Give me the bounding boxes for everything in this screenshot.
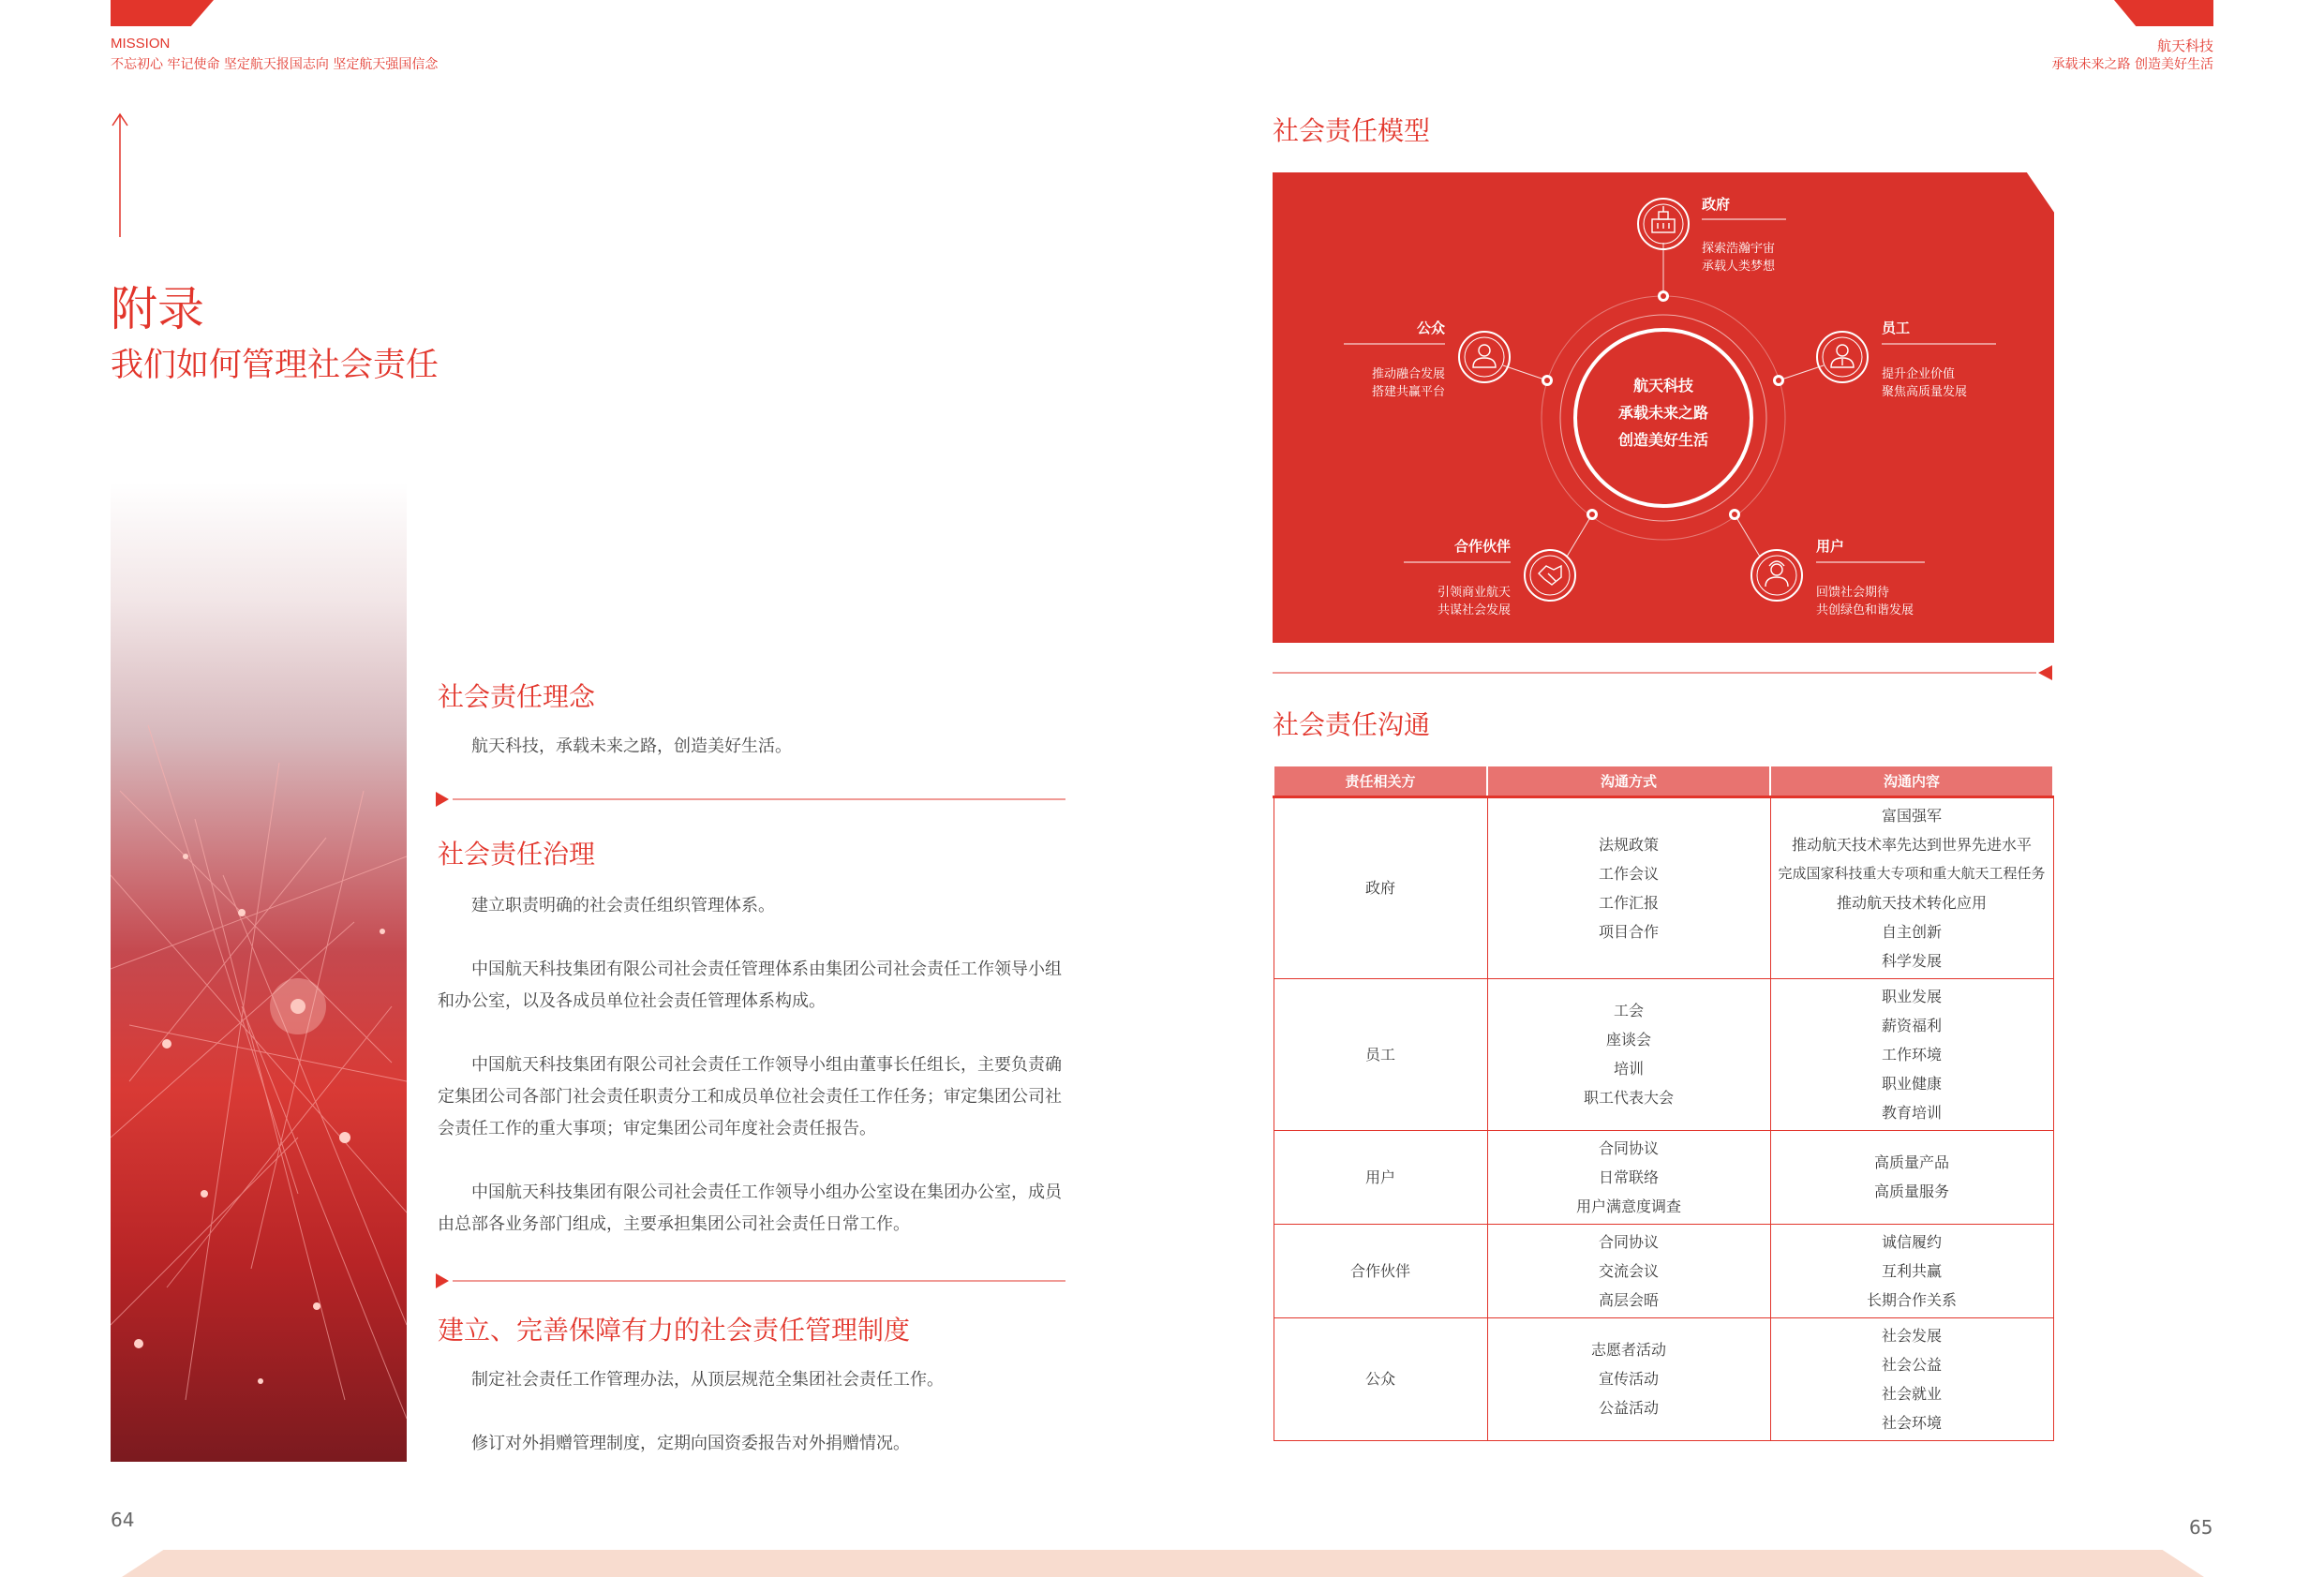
table-cell-line: 社会环境 <box>1881 1413 1942 1432</box>
table-cell-line: 培训 <box>1613 1060 1644 1078</box>
table-row <box>1274 796 2053 978</box>
model-node-partner <box>1404 538 1575 617</box>
table-cell-line: 薪资福利 <box>1881 1016 1942 1034</box>
model-separator <box>1273 663 2052 682</box>
table-cell-line: 交流会议 <box>1598 1261 1659 1280</box>
table-cell-line: 职业健康 <box>1881 1074 1942 1093</box>
header-mission-label: MISSION <box>111 36 171 52</box>
table-cell-line: 互利共赢 <box>1881 1261 1942 1280</box>
table-row <box>1274 1224 2053 1317</box>
header-brand-slogan: 承载未来之路 创造美好生活 <box>2051 57 2213 72</box>
header-tab-left <box>111 0 214 26</box>
page-number-right: 65 <box>2189 1516 2213 1539</box>
page-subtitle: 我们如何管理社会责任 <box>111 347 439 384</box>
section-heading-governance: 社会责任治理 <box>438 839 596 870</box>
model-node-text: 引领商业航天 <box>1437 586 1511 600</box>
table-cell-party: 合作伙伴 <box>1274 1224 1487 1317</box>
table-header-row <box>1274 766 2053 796</box>
model-node-text: 承载人类梦想 <box>1702 260 1776 274</box>
paragraph: 航天科技，承载未来之路，创造美好生活。 <box>471 736 792 756</box>
table-cell-line: 完成国家科技重大专项和重大航天工程任务 <box>1778 864 2046 882</box>
table-cell-contents <box>1770 1317 2053 1440</box>
communication-table <box>1273 766 2054 1441</box>
model-node-text: 聚焦高质量发展 <box>1882 385 1968 399</box>
user-icon <box>1765 561 1788 587</box>
table-row <box>1274 1130 2053 1224</box>
table-cell-line: 合同协议 <box>1598 1232 1659 1251</box>
table-cell-methods <box>1487 796 1770 978</box>
header-mission-slogan: 不忘初心 牢记使命 坚定航天报国志向 坚定航天强国信念 <box>111 57 439 72</box>
table-cell-line: 社会就业 <box>1881 1384 1942 1403</box>
table-cell-party: 用户 <box>1274 1130 1487 1224</box>
table-cell-line: 推动航天技术率先达到世界先进水平 <box>1791 835 2032 854</box>
up-arrow-icon <box>111 111 129 237</box>
model-node-government <box>1638 196 1786 274</box>
model-title: 社会责任模型 <box>1273 115 1431 146</box>
model-node-label: 员工 <box>1882 320 1911 336</box>
model-center-line: 航天科技 <box>1632 377 1694 394</box>
header-brand: 航天科技 <box>2156 37 2213 54</box>
model-node-user <box>1751 538 1925 617</box>
table-cell-contents <box>1770 1224 2053 1317</box>
table-cell-line: 富国强军 <box>1881 806 1942 825</box>
table-row <box>1274 1317 2053 1440</box>
header-tab-right <box>2114 0 2213 26</box>
table-cell-line: 推动航天技术转化应用 <box>1836 893 1987 912</box>
table-cell-party: 政府 <box>1274 796 1487 978</box>
section-body-system <box>438 1364 1065 1460</box>
responsibility-model <box>1273 172 2054 643</box>
table-cell-line: 职业发展 <box>1881 987 1942 1005</box>
model-node-text: 共谋社会发展 <box>1437 603 1511 617</box>
table-cell-contents <box>1770 978 2053 1130</box>
table-cell-line: 社会发展 <box>1881 1326 1942 1345</box>
table-cell-line: 高质量服务 <box>1873 1183 1949 1200</box>
section-body-philosophy <box>438 731 1065 763</box>
table-cell-line: 高质量产品 <box>1873 1153 1949 1171</box>
table-cell-line: 科学发展 <box>1881 951 1942 970</box>
section-body-governance <box>438 890 1065 1241</box>
table-cell-line: 工作汇报 <box>1598 893 1659 912</box>
table-cell-party: 员工 <box>1274 978 1487 1130</box>
paragraph: 修订对外捐赠管理制度，定期向国资委报告对外捐赠情况。 <box>471 1434 910 1453</box>
table-cell-line: 座谈会 <box>1605 1031 1651 1049</box>
table-cell-line: 日常联络 <box>1598 1168 1659 1186</box>
table-header-cell: 沟通方式 <box>1487 766 1770 796</box>
table-cell-methods <box>1487 1317 1770 1440</box>
handshake-icon <box>1539 566 1561 585</box>
model-node-label: 合作伙伴 <box>1453 538 1511 555</box>
model-center-line: 创造美好生活 <box>1617 431 1709 449</box>
model-node-text: 提升企业价值 <box>1882 367 1956 381</box>
table-cell-line: 社会公益 <box>1881 1355 1942 1374</box>
table-cell-line: 长期合作关系 <box>1866 1290 1957 1309</box>
table-cell-methods <box>1487 978 1770 1130</box>
paragraph: 制定社会责任工作管理办法，从顶层规范全集团社会责任工作。 <box>471 1370 944 1390</box>
table-cell-line: 合同协议 <box>1598 1138 1659 1157</box>
table-row <box>1274 978 2053 1130</box>
table-cell-party: 公众 <box>1274 1317 1487 1440</box>
model-node-text: 共创绿色和谐发展 <box>1816 603 1914 617</box>
table-cell-methods <box>1487 1224 1770 1317</box>
table-header-cell: 沟通内容 <box>1770 766 2053 796</box>
building-icon <box>1652 206 1675 232</box>
table-cell-line: 高层会晤 <box>1598 1290 1659 1309</box>
table-cell-line: 项目合作 <box>1598 922 1659 941</box>
table-cell-line: 诚信履约 <box>1881 1232 1942 1251</box>
paragraph: 中国航天科技集团有限公司社会责任工作领导小组由董事长任组长，主要负责确定集团公司各部门社会责任职责分工和成员单位社会责任工作任务；审定集团公司社会责任工作的重大事项；审定集团公司年度社会责任报告。 <box>438 1055 1062 1138</box>
table-header-cell: 责任相关方 <box>1274 766 1487 796</box>
paragraph: 建立职责明确的社会责任组织管理体系。 <box>471 896 775 915</box>
section-heading-system: 建立、完善保障有力的社会责任管理制度 <box>438 1315 911 1346</box>
model-node-label: 政府 <box>1702 196 1731 213</box>
model-node-text: 回馈社会期待 <box>1816 586 1890 600</box>
model-node-label: 公众 <box>1416 320 1445 336</box>
page-number-left: 64 <box>111 1509 135 1531</box>
network-photo <box>111 482 407 1462</box>
network-lines-graphic <box>111 482 407 1462</box>
paragraph: 中国航天科技集团有限公司社会责任管理体系由集团公司社会责任工作领导小组和办公室，以及各成员单位社会责任管理体系构成。 <box>438 960 1062 1011</box>
model-center-line: 承载未来之路 <box>1617 404 1709 422</box>
page-title: 附录 <box>111 282 204 336</box>
table-cell-line: 宣传活动 <box>1598 1370 1659 1388</box>
footer-band <box>122 1550 2204 1577</box>
model-node-label: 用户 <box>1816 538 1845 555</box>
model-node-text: 探索浩瀚宇宙 <box>1702 242 1776 256</box>
table-cell-line: 用户满意度调查 <box>1575 1197 1681 1215</box>
model-node-employee <box>1817 320 1996 399</box>
table-cell-line: 志愿者活动 <box>1590 1341 1666 1359</box>
employee-icon <box>1831 345 1854 367</box>
table-cell-contents <box>1770 1130 2053 1224</box>
communication-title: 社会责任沟通 <box>1273 709 1431 740</box>
table-cell-line: 工作环境 <box>1881 1045 1942 1064</box>
table-cell-line: 自主创新 <box>1881 922 1942 941</box>
table-cell-methods <box>1487 1130 1770 1224</box>
model-node-text: 推动融合发展 <box>1371 367 1445 381</box>
section-heading-philosophy: 社会责任理念 <box>438 681 596 712</box>
section-divider <box>436 1272 1065 1290</box>
model-node-text: 搭建共赢平台 <box>1371 385 1445 399</box>
table-cell-line: 公益活动 <box>1598 1399 1659 1417</box>
table-cell-line: 工作会议 <box>1598 864 1659 883</box>
model-node-public <box>1344 320 1510 399</box>
table-cell-contents <box>1770 796 2053 978</box>
paragraph: 中国航天科技集团有限公司社会责任工作领导小组办公室设在集团办公室，成员由总部各业务部门组成，主要承担集团公司社会责任日常工作。 <box>438 1183 1062 1234</box>
table-cell-line: 职工代表大会 <box>1583 1089 1674 1107</box>
section-divider <box>436 790 1065 809</box>
table-cell-line: 工会 <box>1613 1002 1644 1019</box>
table-cell-line: 教育培训 <box>1881 1103 1942 1122</box>
public-icon <box>1473 345 1496 367</box>
table-cell-line: 法规政策 <box>1598 835 1659 854</box>
